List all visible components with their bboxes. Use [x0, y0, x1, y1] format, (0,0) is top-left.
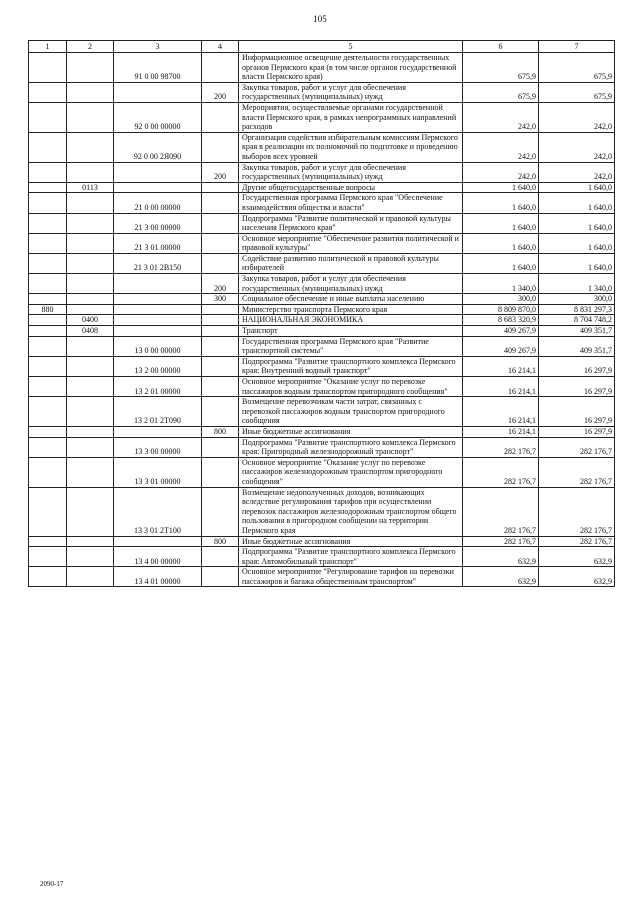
col-sum-year2: 632,9 [539, 567, 615, 587]
col-sum-year2: 409 351,7 [539, 336, 615, 356]
col-sum-year2: 16 297,9 [539, 356, 615, 376]
table-row [29, 487, 615, 536]
col-sum-year2: 242,0 [539, 162, 615, 182]
table-row [29, 132, 615, 162]
col-expense-type: 200 [202, 82, 239, 102]
col-expense-type [202, 547, 239, 567]
col-ministry [29, 213, 67, 233]
col-expense-type [202, 213, 239, 233]
budget-table-body [29, 41, 615, 587]
col-sum-year2: 1 640,0 [539, 193, 615, 213]
col-sum-year2: 675,9 [539, 82, 615, 102]
col-description: Транспорт [239, 326, 463, 337]
col-target-article [114, 274, 202, 294]
col-ministry [29, 82, 67, 102]
col-target-article: 13 3 00 00000 [114, 437, 202, 457]
col-section [67, 536, 114, 547]
col-section [67, 102, 114, 132]
col-description: Основное мероприятие "Регулирование тарифов на перевозки пассажиров и багажа общественным транспортом" [239, 567, 463, 587]
col-target-article [114, 315, 202, 326]
table-row [29, 547, 615, 567]
col-target-article: 21 3 01 2В150 [114, 253, 202, 273]
col-description: Организация содействия избирательным комиссиям Пермского края в реализации их полномочий по подготовке и проведению выборов всех уровней [239, 132, 463, 162]
col-description: Возмещение недополученных доходов, возникающих вследствие регулирования тарифов при осуществлении перевозок пассажиров железнодорожным транспортом общего пользования в пригородном сообщении на территории Пермского края [239, 487, 463, 536]
col-ministry [29, 437, 67, 457]
table-row [29, 437, 615, 457]
col-sum-year1: 1 340,0 [463, 274, 539, 294]
col-sum-year1: 300,0 [463, 294, 539, 305]
col-sum-year2: 282 176,7 [539, 457, 615, 487]
col-target-article [114, 182, 202, 193]
col-target-article: 13 3 01 2Т100 [114, 487, 202, 536]
col-ministry [29, 315, 67, 326]
col-sum-year2: 282 176,7 [539, 536, 615, 547]
col-description: Закупка товаров, работ и услуг для обеспечения государственных (муниципальных) нужд [239, 274, 463, 294]
col-ministry [29, 53, 67, 83]
col-target-article: 13 2 01 2Т090 [114, 397, 202, 427]
col-section [67, 233, 114, 253]
col-description: Подпрограмма "Развитие транспортного комплекса Пермского края: Пригородный железнодорожный транспорт" [239, 437, 463, 457]
col-ministry [29, 336, 67, 356]
table-row [29, 294, 615, 305]
col-section [67, 336, 114, 356]
col-target-article [114, 326, 202, 337]
col-ministry [29, 193, 67, 213]
col-expense-type [202, 567, 239, 587]
col-description: Информационное освещение деятельности государственных органов Пермского края (в том числе органов государственной власти Пермского края) [239, 53, 463, 83]
col-description: Подпрограмма "Развитие транспортного комплекса Пермского края: Автомобильный транспорт" [239, 547, 463, 567]
col-sum-year1: 242,0 [463, 132, 539, 162]
col-sum-year1: 8 809 870,0 [463, 304, 539, 315]
col-target-article: 21 3 00 00000 [114, 213, 202, 233]
col-sum-year1: 242,0 [463, 102, 539, 132]
col-ministry [29, 457, 67, 487]
col-ministry [29, 233, 67, 253]
col-description: Основное мероприятие "Оказание услуг по перевозке пассажиров водным транспортом пригородного сообщения" [239, 377, 463, 397]
col-expense-type [202, 253, 239, 273]
col-sum-year2: 242,0 [539, 132, 615, 162]
col-ministry [29, 162, 67, 182]
col-section [67, 397, 114, 427]
col-sum-year1: 282 176,7 [463, 437, 539, 457]
page-number: 105 [313, 14, 327, 24]
col-section [67, 437, 114, 457]
col-sum-year1: 16 214,1 [463, 356, 539, 376]
table-row [29, 567, 615, 587]
header-cell: 4 [202, 41, 239, 53]
col-expense-type [202, 326, 239, 337]
col-expense-type [202, 397, 239, 427]
col-expense-type: 300 [202, 294, 239, 305]
col-expense-type: 800 [202, 536, 239, 547]
col-expense-type [202, 336, 239, 356]
col-target-article: 13 4 00 00000 [114, 547, 202, 567]
col-target-article: 91 0 00 98700 [114, 53, 202, 83]
col-section [67, 253, 114, 273]
col-target-article [114, 426, 202, 437]
table-row [29, 82, 615, 102]
col-sum-year1: 282 176,7 [463, 457, 539, 487]
col-expense-type [202, 356, 239, 376]
col-description: Социальное обеспечение и иные выплаты населению [239, 294, 463, 305]
col-ministry [29, 326, 67, 337]
col-target-article [114, 536, 202, 547]
col-section [67, 457, 114, 487]
table-row [29, 377, 615, 397]
col-section [67, 274, 114, 294]
footer-code: 2090-17 [40, 880, 64, 888]
col-ministry [29, 294, 67, 305]
col-sum-year2: 282 176,7 [539, 437, 615, 457]
table-row [29, 233, 615, 253]
table-row [29, 336, 615, 356]
col-section [67, 567, 114, 587]
col-ministry [29, 253, 67, 273]
col-ministry [29, 536, 67, 547]
col-description: НАЦИОНАЛЬНАЯ ЭКОНОМИКА [239, 315, 463, 326]
col-target-article [114, 294, 202, 305]
col-description: Иные бюджетные ассигнования [239, 426, 463, 437]
col-sum-year1: 16 214,1 [463, 397, 539, 427]
header-cell: 5 [239, 41, 463, 53]
col-description: Закупка товаров, работ и услуг для обеспечения государственных (муниципальных) нужд [239, 162, 463, 182]
col-target-article: 13 4 01 00000 [114, 567, 202, 587]
col-ministry [29, 567, 67, 587]
col-section [67, 82, 114, 102]
col-target-article: 92 0 00 00000 [114, 102, 202, 132]
col-sum-year2: 1 640,0 [539, 253, 615, 273]
col-target-article: 13 0 00 00000 [114, 336, 202, 356]
table-row [29, 356, 615, 376]
col-sum-year2: 300,0 [539, 294, 615, 305]
col-section [67, 132, 114, 162]
col-section [67, 426, 114, 437]
col-expense-type [202, 193, 239, 213]
col-sum-year1: 675,9 [463, 82, 539, 102]
col-sum-year2: 16 297,9 [539, 426, 615, 437]
table-row [29, 193, 615, 213]
col-ministry [29, 487, 67, 536]
col-target-article: 13 2 00 00000 [114, 356, 202, 376]
col-expense-type: 200 [202, 274, 239, 294]
col-sum-year2: 1 640,0 [539, 182, 615, 193]
col-description: Государственная программа Пермского края "Обеспечение взаимодействия общества и власти" [239, 193, 463, 213]
col-description: Подпрограмма "Развитие политической и правовой культуры населения Пермского края" [239, 213, 463, 233]
col-sum-year2: 632,9 [539, 547, 615, 567]
col-expense-type [202, 53, 239, 83]
col-expense-type [202, 102, 239, 132]
table-row [29, 274, 615, 294]
col-ministry [29, 547, 67, 567]
col-section [67, 487, 114, 536]
col-expense-type [202, 377, 239, 397]
col-sum-year1: 409 267,9 [463, 336, 539, 356]
col-description: Закупка товаров, работ и услуг для обеспечения государственных (муниципальных) нужд [239, 82, 463, 102]
col-section [67, 193, 114, 213]
col-sum-year1: 1 640,0 [463, 182, 539, 193]
col-ministry [29, 377, 67, 397]
table-row [29, 213, 615, 233]
header-cell: 6 [463, 41, 539, 53]
col-expense-type: 800 [202, 426, 239, 437]
col-sum-year1: 16 214,1 [463, 377, 539, 397]
col-ministry [29, 274, 67, 294]
header-cell: 3 [114, 41, 202, 53]
table-row [29, 253, 615, 273]
table-row [29, 326, 615, 337]
col-sum-year2: 8 831 297,3 [539, 304, 615, 315]
col-ministry: 880 [29, 304, 67, 315]
col-section [67, 377, 114, 397]
col-description: Содействие развитию политической и правовой культуры избирателей [239, 253, 463, 273]
col-expense-type [202, 233, 239, 253]
table-row [29, 315, 615, 326]
col-sum-year1: 282 176,7 [463, 536, 539, 547]
col-sum-year1: 1 640,0 [463, 213, 539, 233]
col-ministry [29, 356, 67, 376]
budget-table [28, 40, 615, 587]
col-sum-year2: 16 297,9 [539, 397, 615, 427]
table-row [29, 457, 615, 487]
col-description: Министерство транспорта Пермского края [239, 304, 463, 315]
col-sum-year2: 8 704 748,2 [539, 315, 615, 326]
col-expense-type [202, 487, 239, 536]
col-sum-year2: 409 351,7 [539, 326, 615, 337]
col-target-article: 92 0 00 2Я090 [114, 132, 202, 162]
col-target-article [114, 162, 202, 182]
header-row [29, 41, 615, 53]
col-target-article: 21 3 01 00000 [114, 233, 202, 253]
col-sum-year2: 1 340,0 [539, 274, 615, 294]
col-description: Основное мероприятие "Оказание услуг по перевозке пассажиров железнодорожным транспортом пригородного сообщения" [239, 457, 463, 487]
col-section: 0408 [67, 326, 114, 337]
col-sum-year1: 1 640,0 [463, 233, 539, 253]
col-description: Государственная программа Пермского края "Развитие транспортной системы" [239, 336, 463, 356]
col-expense-type [202, 457, 239, 487]
col-description: Иные бюджетные ассигнования [239, 536, 463, 547]
col-expense-type [202, 437, 239, 457]
col-sum-year1: 675,9 [463, 53, 539, 83]
col-section [67, 213, 114, 233]
col-sum-year2: 16 297,9 [539, 377, 615, 397]
col-target-article [114, 304, 202, 315]
table-row [29, 426, 615, 437]
header-cell: 7 [539, 41, 615, 53]
col-section [67, 294, 114, 305]
col-expense-type [202, 132, 239, 162]
col-sum-year2: 675,9 [539, 53, 615, 83]
col-sum-year2: 1 640,0 [539, 233, 615, 253]
col-section: 0113 [67, 182, 114, 193]
col-sum-year1: 242,0 [463, 162, 539, 182]
table-row [29, 304, 615, 315]
col-ministry [29, 397, 67, 427]
col-section [67, 53, 114, 83]
col-target-article: 21 0 00 00000 [114, 193, 202, 213]
table-row [29, 397, 615, 427]
col-section [67, 162, 114, 182]
col-sum-year1: 632,9 [463, 547, 539, 567]
col-description: Подпрограмма "Развитие транспортного комплекса Пермского края: Внутренний водный транспорт" [239, 356, 463, 376]
table-row [29, 102, 615, 132]
col-sum-year1: 282 176,7 [463, 487, 539, 536]
col-section [67, 356, 114, 376]
col-expense-type [202, 315, 239, 326]
col-sum-year1: 409 267,9 [463, 326, 539, 337]
col-section [67, 304, 114, 315]
col-sum-year2: 242,0 [539, 102, 615, 132]
table-row [29, 162, 615, 182]
col-sum-year1: 1 640,0 [463, 193, 539, 213]
col-target-article: 13 2 01 00000 [114, 377, 202, 397]
col-sum-year2: 1 640,0 [539, 213, 615, 233]
col-sum-year1: 1 640,0 [463, 253, 539, 273]
col-ministry [29, 132, 67, 162]
col-expense-type [202, 182, 239, 193]
col-description: Возмещение перевозчикам части затрат, связанных с перевозкой пассажиров водным транспортом пригородного сообщения [239, 397, 463, 427]
col-section: 0400 [67, 315, 114, 326]
col-sum-year2: 282 176,7 [539, 487, 615, 536]
col-description: Мероприятия, осуществляемые органами государственной власти Пермского края, в рамках непрограммных направлений расходов [239, 102, 463, 132]
col-sum-year1: 8 683 320,9 [463, 315, 539, 326]
header-cell: 2 [67, 41, 114, 53]
col-sum-year1: 16 214,1 [463, 426, 539, 437]
col-target-article [114, 82, 202, 102]
table-row [29, 536, 615, 547]
col-expense-type: 200 [202, 162, 239, 182]
col-description: Другие общегосударственные вопросы [239, 182, 463, 193]
col-description: Основное мероприятие "Обеспечение развития политической и правовой культуры" [239, 233, 463, 253]
table-row [29, 182, 615, 193]
col-ministry [29, 102, 67, 132]
header-cell: 1 [29, 41, 67, 53]
table-row [29, 53, 615, 83]
col-expense-type [202, 304, 239, 315]
col-target-article: 13 3 01 00000 [114, 457, 202, 487]
col-section [67, 547, 114, 567]
col-sum-year1: 632,9 [463, 567, 539, 587]
col-ministry [29, 182, 67, 193]
col-ministry [29, 426, 67, 437]
